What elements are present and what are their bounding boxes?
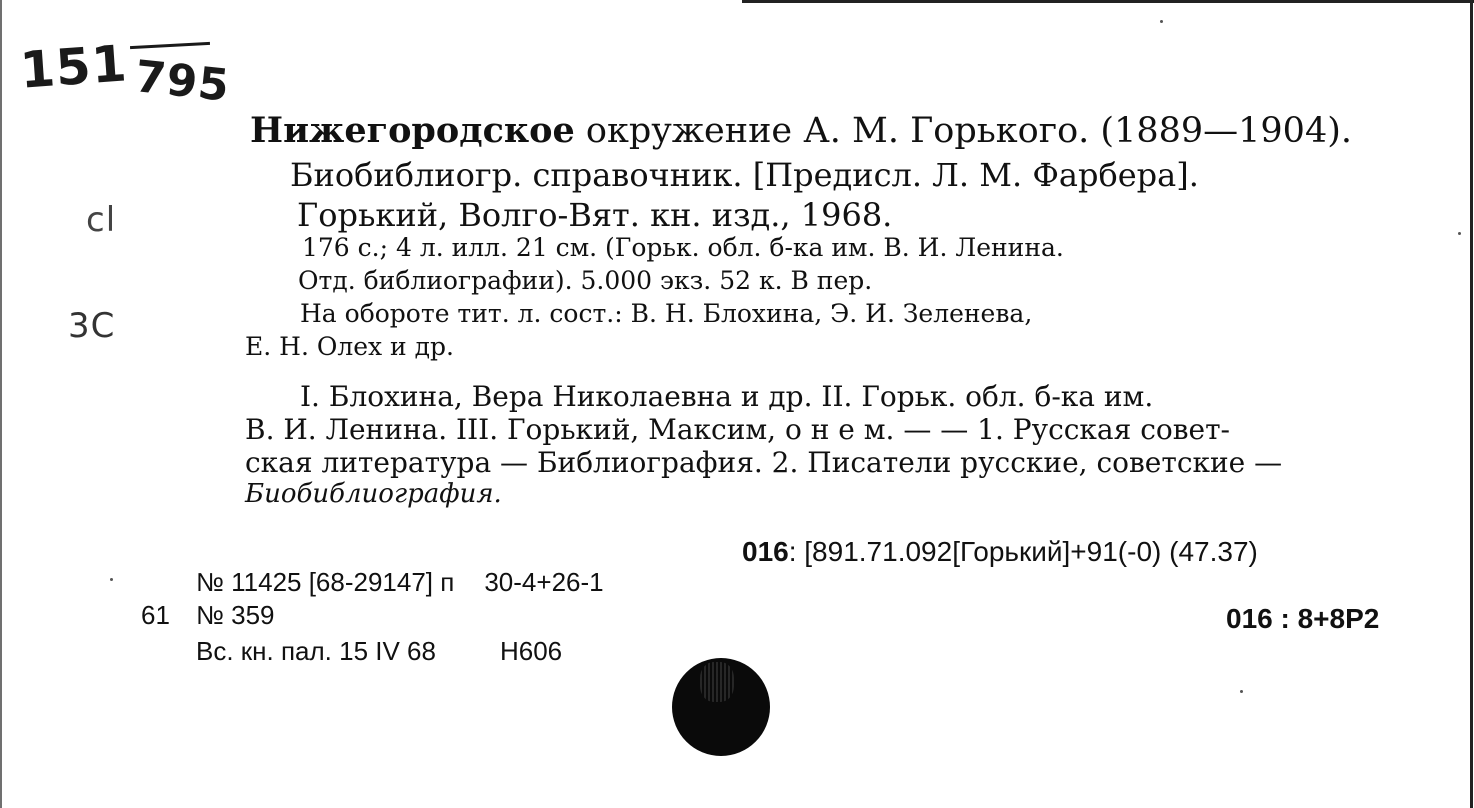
speck xyxy=(1160,20,1163,23)
udc-separator: : xyxy=(788,536,797,567)
description-line: Биобиблиогр. справочник. [Предисл. Л. М. Фарбера]. xyxy=(290,156,1199,194)
handwritten-fraction-line xyxy=(130,42,210,49)
speck xyxy=(110,578,113,581)
speck xyxy=(1240,690,1243,693)
card-top-edge xyxy=(742,0,1474,3)
handwritten-mark: cl xyxy=(86,200,117,240)
udc-main: 016 xyxy=(742,536,789,567)
chamber-line xyxy=(196,636,562,667)
udc-rest: [891.71.092[Горький]+91(-0) (47.37) xyxy=(804,536,1258,567)
speck xyxy=(1458,232,1461,235)
handwritten-mark: 3C xyxy=(68,306,116,346)
card-right-edge xyxy=(1470,0,1473,808)
collation-line: Отд. библиографии). 5.000 экз. 52 к. В пер. xyxy=(298,266,873,295)
registration-line xyxy=(196,567,604,598)
imprint-line: Горький, Волго-Вят. кн. изд., 1968. xyxy=(297,196,893,234)
registration-number: № 11425 [68-29147] п xyxy=(196,567,455,597)
note-line: На обороте тит. л. сост.: В. Н. Блохина, Э. И. Зеленева, xyxy=(300,299,1033,328)
card-title xyxy=(250,110,1352,151)
tracings-line: ская литература — Библиография. 2. Писатели русские, советские — xyxy=(245,446,1283,479)
tracings-line: I. Блохина, Вера Николаевна и др. II. Горьк. обл. б-ка им. xyxy=(300,380,1154,413)
print-code: 30-4+26-1 xyxy=(484,567,604,597)
bbk-classification: 016 : 8+8Р2 xyxy=(1226,603,1380,634)
collation-line: 176 с.; 4 л. илл. 21 см. (Горьк. обл. б-ка им. В. И. Ленина. xyxy=(302,233,1064,262)
author-mark: Н606 xyxy=(499,636,563,666)
book-chamber-date: Вс. кн. пал. 15 IV 68 xyxy=(196,636,436,666)
note-line: Е. Н. Олех и др. xyxy=(245,332,455,361)
card-number: 61 xyxy=(141,600,170,630)
title-text: окружение А. М. Горького. (1889—1904). xyxy=(574,111,1352,151)
card-order-number: № 359 xyxy=(196,600,275,630)
tracings-line: Биобиблиография. xyxy=(245,479,502,509)
tracings-line: В. И. Ленина. III. Горький, Максим, о н е м. — — 1. Русская совет- xyxy=(245,413,1231,446)
udc-classification xyxy=(742,536,1258,568)
punch-hole-texture xyxy=(700,662,734,702)
card-left-edge xyxy=(0,0,2,808)
handwritten-shelfmark-bottom: 795 xyxy=(132,51,233,112)
title-heading-word: Нижегородское xyxy=(250,110,575,151)
handwritten-shelfmark-top: 151 xyxy=(18,34,130,100)
